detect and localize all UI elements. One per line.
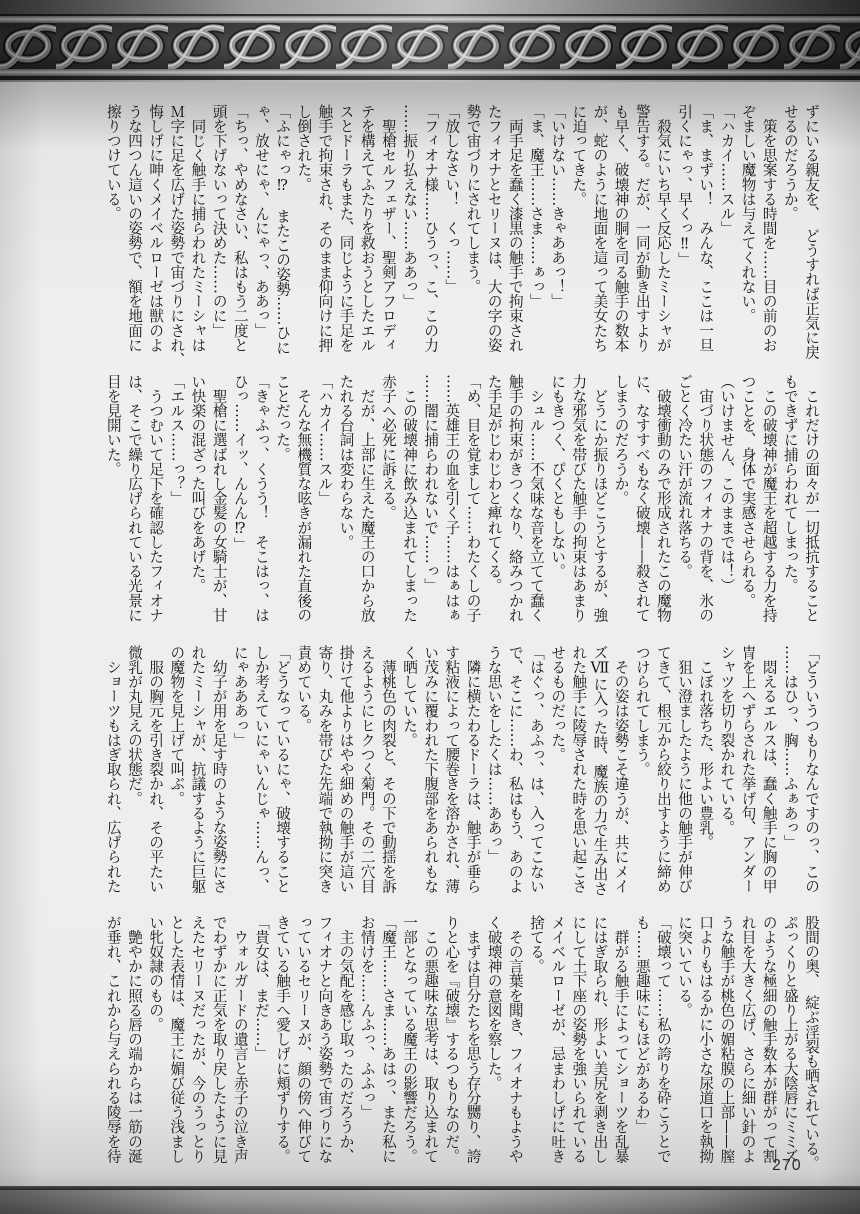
footer-ornament xyxy=(0,1186,860,1214)
text-column: 「どうなっているにゃ、破壊すること xyxy=(274,645,292,894)
text-column: Ｍ字に足を広げた姿勢で宙づりにされ、 xyxy=(168,104,186,367)
text-column: が、蛇のように地面を這って美女たち xyxy=(591,104,609,353)
text-column: たフィオナとセリーヌは、大の字の姿 xyxy=(485,104,503,353)
header-ornament xyxy=(0,0,860,82)
header-silver-line-top xyxy=(0,16,860,23)
text-column: し倒された。 xyxy=(295,104,313,192)
text-column: 赤子へ必死に訴える。 xyxy=(379,374,397,520)
text-column: 「どういうつもりなんですのっ、この xyxy=(803,645,820,894)
text-column: せるものだった。 xyxy=(549,645,567,762)
text-column: い牝奴隷のもの。 xyxy=(147,915,165,1032)
text-column: 口よりもはるかに小さな尿道口を執拗 xyxy=(697,915,715,1164)
text-column: シャツを切り裂かれている。 xyxy=(718,645,736,835)
text-column: 「エルス……っ？」 xyxy=(168,374,186,506)
text-column: 力な邪気を帯びた触手の拘束はあまり xyxy=(570,374,588,623)
text-column: た手足がじわじわと痺れてくる。 xyxy=(485,374,503,593)
text-column: まずは自分たちを思う存分嬲り、誇 xyxy=(464,915,482,1164)
text-column: 微乳が丸見えの状態だ。 xyxy=(126,645,143,806)
text-column: これだけの面々が一切抵抗すること xyxy=(803,374,820,623)
text-column: しまうのだろうか。 xyxy=(612,374,630,506)
text-column: りと心を『破壊』するつもりなのだ。 xyxy=(443,915,461,1164)
text-column: スとドーラもまた、同じように手足を xyxy=(337,104,355,353)
text-column: い快楽の混ざった叫びをあげた。 xyxy=(189,374,207,593)
text-column: ズⅦに入った時、魔族の力で生み出さ xyxy=(591,645,609,896)
text-band-2 xyxy=(100,374,822,640)
text-column: つことを、身体で実感させられる。 xyxy=(739,374,757,608)
text-column: ゃ、放せにゃ、んにゃっ、ああっ」 xyxy=(252,104,270,338)
text-column: その姿は姿勢こそ違うが、共にメイ xyxy=(612,645,630,894)
text-column: 悶えるエルスは、蠢く触手に胸の甲 xyxy=(760,645,778,894)
text-column: に迫ってきた。 xyxy=(570,104,588,207)
text-column: も早く、破壊神の胴を司る触手の数本 xyxy=(612,104,630,353)
text-column: 「いけない……きゃああっ！」 xyxy=(549,104,567,309)
text-column: 一部となっている魔王の影響だろう。 xyxy=(401,915,419,1164)
text-column: 策を思案する時間を……目の前のお xyxy=(760,104,778,353)
text-column: うな四つん這いの姿勢で、額を地面に xyxy=(126,104,143,353)
text-column: 幼子が用を足す時のような姿勢にさ xyxy=(210,645,228,894)
text-column: 掛けて他よりはやや細めの触手が這い xyxy=(337,645,355,894)
text-column: そんな無機質な呟きが漏れた直後の xyxy=(295,374,313,623)
text-column: 「ちっ、やめなさい、私はもう二度と xyxy=(231,104,249,353)
text-column: 寄り、丸みを帯びた先端で執拗に突き xyxy=(316,645,334,894)
text-column: 薄桃色の肉裂と、その下で動揺を訴 xyxy=(379,645,397,894)
text-column: 殺気にいち早く反応したミーシャが xyxy=(654,104,672,353)
text-column: その言葉を聞き、フィオナもようや xyxy=(506,915,524,1164)
text-column: 服の胸元を引き裂かれ、その平たい xyxy=(147,645,165,894)
text-column: 目を見開いた。 xyxy=(104,374,122,477)
text-column: に、なすすべもなく破壊——殺されて xyxy=(633,374,651,623)
text-column: 主の気配を感じ取ったのだろうか、 xyxy=(337,915,355,1164)
header-silver-line-bottom xyxy=(0,69,860,76)
knot-pattern-icon xyxy=(0,23,860,69)
text-column: 同じく触手に捕らわれたミーシャは xyxy=(189,104,207,353)
text-column: この悪趣味な思考は、取り込まれて xyxy=(422,915,440,1164)
text-column: 引くにゃっ、早くっ‼」 xyxy=(676,104,694,267)
text-column: 「魔王……さま……あはっ、また私に xyxy=(379,915,397,1164)
text-column: せるのだろうか。 xyxy=(781,104,799,221)
text-column: で、そこに……わ、私はもう、あのよ xyxy=(506,645,524,894)
text-column: が垂れ、これから与えられる陵辱を待 xyxy=(104,915,122,1164)
text-column: ……振り払えない……ああっ」 xyxy=(401,104,419,309)
text-column: だが、上部に生えた魔王の口から放 xyxy=(358,374,376,623)
text-column: にゃあああっ」 xyxy=(231,645,249,748)
text-column: ……闇に捕らわれないで……っ」 xyxy=(422,374,440,593)
text-column: 触手の拘束がきつくなり、絡みつかれ xyxy=(506,374,524,623)
text-column: 勢で宙づりにされてしまう。 xyxy=(464,104,482,294)
text-column: ぞましい魔物は与えてくれない。 xyxy=(739,104,757,323)
footer-metal-band xyxy=(0,1190,860,1214)
text-column: フィオナと向きあう姿勢で宙づりにな xyxy=(316,915,334,1164)
text-band-3 xyxy=(100,645,822,911)
text-column: 「ま、まずい！ みんな、ここは一旦 xyxy=(697,104,715,353)
text-column: ことだった。 xyxy=(274,374,292,462)
text-column: うな触手が桃色の媚粘膜の上部——膣 xyxy=(718,915,736,1164)
text-column: のような極細の触手数本が群がって割 xyxy=(760,915,778,1164)
text-column: 「はぐっ、あふっ、は、入ってこない xyxy=(527,645,545,894)
text-band-4 xyxy=(100,915,822,1181)
text-column: どうにか振りほどこうとするが、強 xyxy=(591,374,609,623)
text-column: ショーツもはぎ取られ、広げられた xyxy=(104,645,122,894)
text-column: メイベルローゼが、忌まわしげに吐き xyxy=(549,915,567,1164)
text-column: 「フィオナ様……ひうっ、こ、この力 xyxy=(422,104,440,353)
text-column: 聖槍に選ばれし金髪の女騎士が、甘 xyxy=(210,374,228,623)
text-column: も……悪趣味にもほどがあるわ」 xyxy=(633,915,651,1134)
text-column: 「きゃふっ、くうう！ そこはっ、は xyxy=(252,374,270,623)
text-column: 警告する。だが、一同が動き出すより xyxy=(633,104,651,353)
text-column: うつむいて足下を確認したフィオナ xyxy=(147,374,165,623)
text-column: 「放しなさい！ くっ……」 xyxy=(443,104,461,294)
text-column: えるようにヒクつく菊門。その二穴目 xyxy=(358,645,376,894)
text-column: えたセリーヌだったが、今のうっとり xyxy=(189,915,207,1164)
text-column: の魔物を見上げて叫ぶ。 xyxy=(168,645,186,806)
text-column: でわずかに正気を取り戻したように見 xyxy=(210,915,228,1164)
text-column: ひっ……イッ、んんん⁉」 xyxy=(231,374,249,552)
text-column: 群がる触手によってショーツを乱暴 xyxy=(612,915,630,1164)
text-column: 宙づり状態のフィオナの背を、氷の xyxy=(697,374,715,623)
text-column: にはぎ取られ、形よい美尻を剥き出し xyxy=(591,915,609,1164)
text-column: 「め、目を覚まして……わたくしの子 xyxy=(464,374,482,623)
text-column: 破壊衝動のみで形成されたこの魔物 xyxy=(654,374,672,623)
text-column: ぷっくりと盛り上がる大陰唇にミミズ xyxy=(781,915,799,1164)
text-column: ごとく冷たい汗が流れ落ちる。 xyxy=(676,374,694,579)
text-column: っているセリーヌが、顔の傍へ伸びて xyxy=(295,915,313,1164)
text-column: 隣に横たわるドーラは、触手が垂ら xyxy=(464,645,482,894)
text-column: きている触手へ愛しげに頬ずりする。 xyxy=(274,915,292,1164)
text-column: ……はひっ、胸……ふぁあっ」 xyxy=(781,645,799,850)
text-column: うな思いをしたくは……ああっ」 xyxy=(485,645,503,864)
text-column: 触手で拘束され、そのまま仰向けに押 xyxy=(316,104,334,353)
text-column: 捨てる。 xyxy=(527,915,545,974)
text-column: つけられてしまう。 xyxy=(633,645,651,777)
text-column: にもきつく、ぴくともしない。 xyxy=(549,374,567,579)
text-column: れ目を大きく広げ、さらに細い針のよ xyxy=(739,915,757,1164)
text-column: 「ふにゃっ⁉ またこの姿勢……ひに xyxy=(274,104,292,355)
text-column: く破壊神の意図を察した。 xyxy=(485,915,503,1091)
text-column: にして土下座の姿勢を強いられている xyxy=(570,915,588,1164)
text-column: れたミーシャが、抗議するように巨躯 xyxy=(189,645,207,894)
text-column: この破壊神が魔王を超越する力を持 xyxy=(760,374,778,623)
header-bottom-line xyxy=(0,76,860,80)
text-column: お情けを……んふっ、ふふっ」 xyxy=(358,915,376,1120)
text-column: （いけません、このままでは！） xyxy=(718,374,736,593)
text-column: テを構えてふたりを救おうとしたエル xyxy=(358,104,376,353)
header-top-strip xyxy=(0,0,860,16)
celtic-knot-border xyxy=(0,23,860,69)
text-column: に突いている。 xyxy=(676,915,694,1018)
text-column: 股間の奥、 綻ぶ淫裂も晒されている。 xyxy=(803,915,820,1171)
page-number: 270 xyxy=(772,1157,802,1174)
text-column: しか考えていにゃいんじゃ……んっ、 xyxy=(252,645,270,894)
text-column: く晒していた。 xyxy=(401,645,419,748)
text-column: 「ハカイ……スル」 xyxy=(718,104,736,236)
text-column: シュル……不気味な音を立てて蠢く xyxy=(527,374,545,623)
text-column: とした表情は、魔王に媚び従う浅まし xyxy=(168,915,186,1164)
text-column: 冑を上へずらされた挙げ句、アンダー xyxy=(739,645,757,894)
text-band-1 xyxy=(100,104,822,370)
text-column: ずにいる親友を、 どうすれば正気に戻 xyxy=(803,104,820,360)
text-column: 責めている。 xyxy=(295,645,313,733)
text-column: 狙い澄ましたように他の触手が伸び xyxy=(676,645,694,894)
text-column: 頭を下げないって決めた……のに」 xyxy=(210,104,228,338)
text-column: たれる台詞は変わらない。 xyxy=(337,374,355,550)
text-column: 「ま、魔王……さま……ぁっ」 xyxy=(527,104,545,309)
text-column: もできずに捕らわれてしまった。 xyxy=(781,374,799,593)
text-column: 悔しげに呻くメイベルローゼは獣のよ xyxy=(147,104,165,353)
text-column: 両手足を蠢く漆黒の触手で拘束され xyxy=(506,104,524,353)
text-column: 「ハカイ……スル」 xyxy=(316,374,334,506)
text-column: ……英雄王の血を引く子……はぁはぁ xyxy=(443,374,461,623)
text-column: ウォルガードの遺言と赤子の泣き声 xyxy=(231,915,249,1164)
text-column: は、そこで繰り広げられている光景に xyxy=(126,374,143,623)
text-column: 「破壊って……私の誇りを砕こうとで xyxy=(654,915,672,1164)
text-column: 「貴女は、まだ……」 xyxy=(252,915,270,1061)
text-column: い茂みに覆われた下腹部をあられもな xyxy=(422,645,440,894)
text-column: れた触手に陵辱された時を思い起こさ xyxy=(570,645,588,894)
text-column: 聖槍セルフェザー、聖剣アフロディ xyxy=(379,104,397,353)
text-column: この破壊神に飲み込まれてしまった xyxy=(401,374,419,623)
text-column: す粘液によって腰巻きを溶かされ、薄 xyxy=(443,645,461,894)
text-column: 擦りつけている。 xyxy=(104,104,122,221)
text-column: 艶やかに照る唇の端からは一筋の涎 xyxy=(126,915,143,1164)
text-column: こぼれ落ちた、形よい豊乳。 xyxy=(697,645,715,850)
text-column: てきて、根元から絞り出すように締め xyxy=(654,645,672,894)
